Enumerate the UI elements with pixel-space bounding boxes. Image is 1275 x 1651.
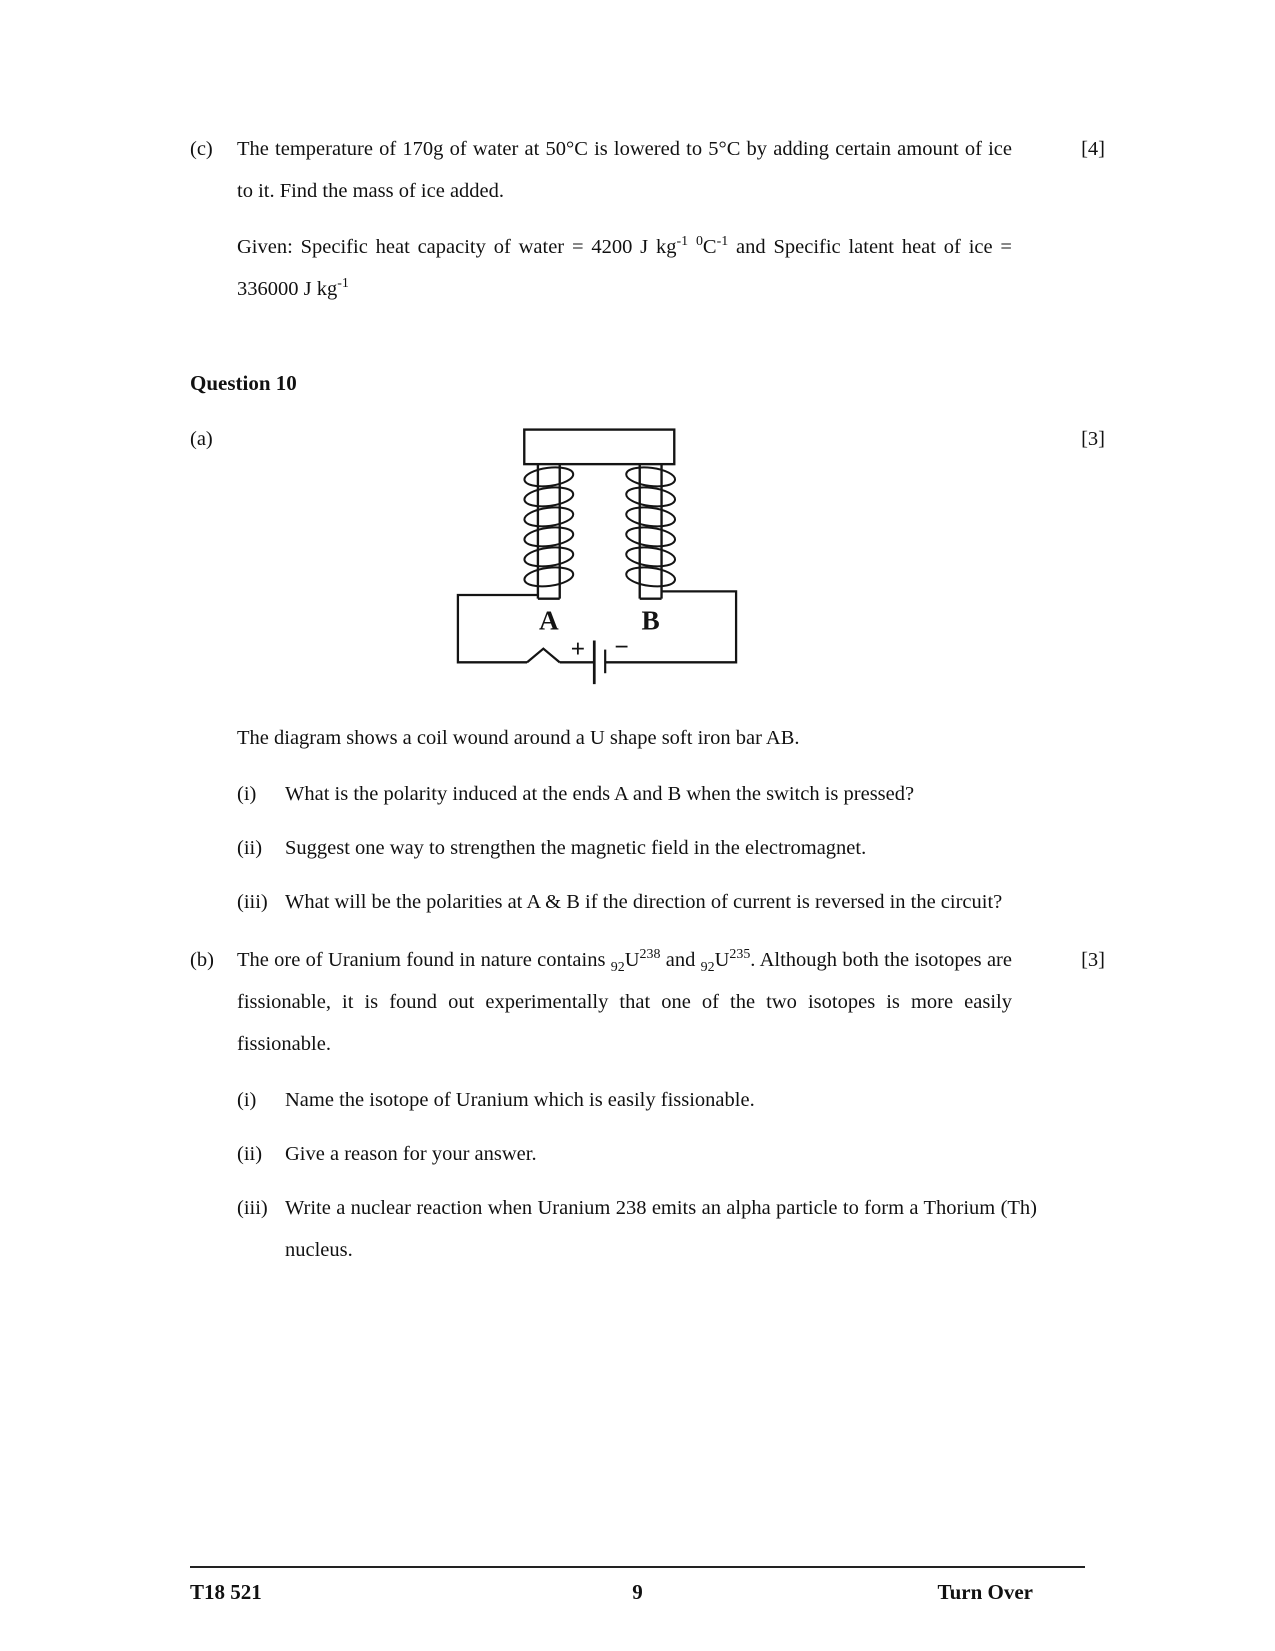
part-a-sub-iii-text: What will be the polarities at A & B if the direction of current is reversed in the circuit?: [285, 891, 1003, 913]
part-c-given: Given: Specific heat capacity of water = 4200 J $kg^{-1}$ $^0C^{-1}$ and Specific latent heat of ice = 336000 J $kg^{-1}$: [237, 234, 1012, 300]
question-part-a: [190, 418, 1105, 697]
electromagnet-diagram-wrap: [447, 424, 747, 697]
question-part-b: [190, 939, 1105, 1065]
part-a-sub-iii-label: (iii): [237, 891, 268, 913]
right-coil: [625, 465, 676, 589]
core-label-b: B: [641, 605, 660, 636]
battery-minus-label: −: [613, 632, 629, 662]
part-b-sub-iii: [237, 1187, 1105, 1271]
part-a-sub-i: [237, 773, 1105, 815]
part-a-mark: [3]: [1081, 428, 1105, 450]
battery: [594, 641, 605, 685]
part-b-mark: [3]: [1081, 949, 1105, 971]
part-a-diagram-area: [237, 418, 1012, 697]
switch: [527, 649, 560, 663]
part-b-sub-i-label: (i): [237, 1089, 257, 1111]
footer-paper-code: T18 521: [190, 1580, 262, 1604]
part-a-label: (a): [190, 428, 213, 450]
part-a-caption: The diagram shows a coil wound around a U shape soft iron bar AB.: [237, 727, 800, 749]
part-c-label: (c): [190, 138, 213, 160]
footer-turn-over: Turn Over: [937, 1580, 1033, 1604]
part-b-sub-ii-text: Give a reason for your answer.: [285, 1143, 537, 1165]
part-a-sub-iii: [237, 881, 1105, 923]
part-a-sub-ii: [237, 827, 1105, 869]
part-b-sub-i-text: Name the isotope of Uranium which is easily fissionable.: [285, 1089, 755, 1111]
question-10-heading: Question 10: [190, 371, 297, 395]
part-b-sub-iii-label: (iii): [237, 1197, 268, 1219]
left-coil: [523, 465, 574, 589]
core-label-a: A: [538, 605, 559, 636]
part-c-given-wrap: [237, 226, 1105, 310]
part-a-sub-i-label: (i): [237, 783, 257, 805]
battery-plus-label: +: [570, 633, 585, 663]
part-b-label: (b): [190, 949, 214, 971]
part-a-sub-i-text: What is the polarity induced at the ends A and B when the switch is pressed?: [285, 783, 915, 805]
part-b-intro: The ore of Uranium found in nature contains $_{92}U^{238}$ and $_{92}U^{235}$. Although both the isotopes are fissionable, it is found out experimentally that one of the two isotopes is more easily fissionable.: [237, 947, 1012, 1055]
part-a-sub-ii-text: Suggest one way to strengthen the magnetic field in the electromagnet.: [285, 837, 867, 859]
part-b-sub-iii-text: Write a nuclear reaction when Uranium 238 emits an alpha particle to form a Thorium (Th) nucleus.: [285, 1197, 1037, 1261]
question-part-c: [190, 128, 1105, 212]
iron-core: [524, 430, 674, 599]
part-c-text: The temperature of 170g of water at 50°C is lowered to 5°C by adding certain amount of ice to it. Find the mass of ice added.: [237, 138, 1012, 202]
circuit-wire: [457, 591, 735, 662]
part-b-sub-ii: [237, 1133, 1105, 1175]
part-a-sub-ii-label: (ii): [237, 837, 263, 859]
part-c-mark: [4]: [1081, 138, 1105, 160]
part-b-sub-i: [237, 1079, 1105, 1121]
part-a-subquestions: [237, 773, 1105, 923]
page-footer: [190, 1566, 1085, 1605]
electromagnet-diagram: [447, 424, 747, 697]
part-a-caption-wrap: [237, 717, 1105, 759]
part-b-sub-ii-label: (ii): [237, 1143, 263, 1165]
part-b-subquestions: [237, 1079, 1105, 1271]
footer-page-number: 9: [632, 1580, 643, 1604]
